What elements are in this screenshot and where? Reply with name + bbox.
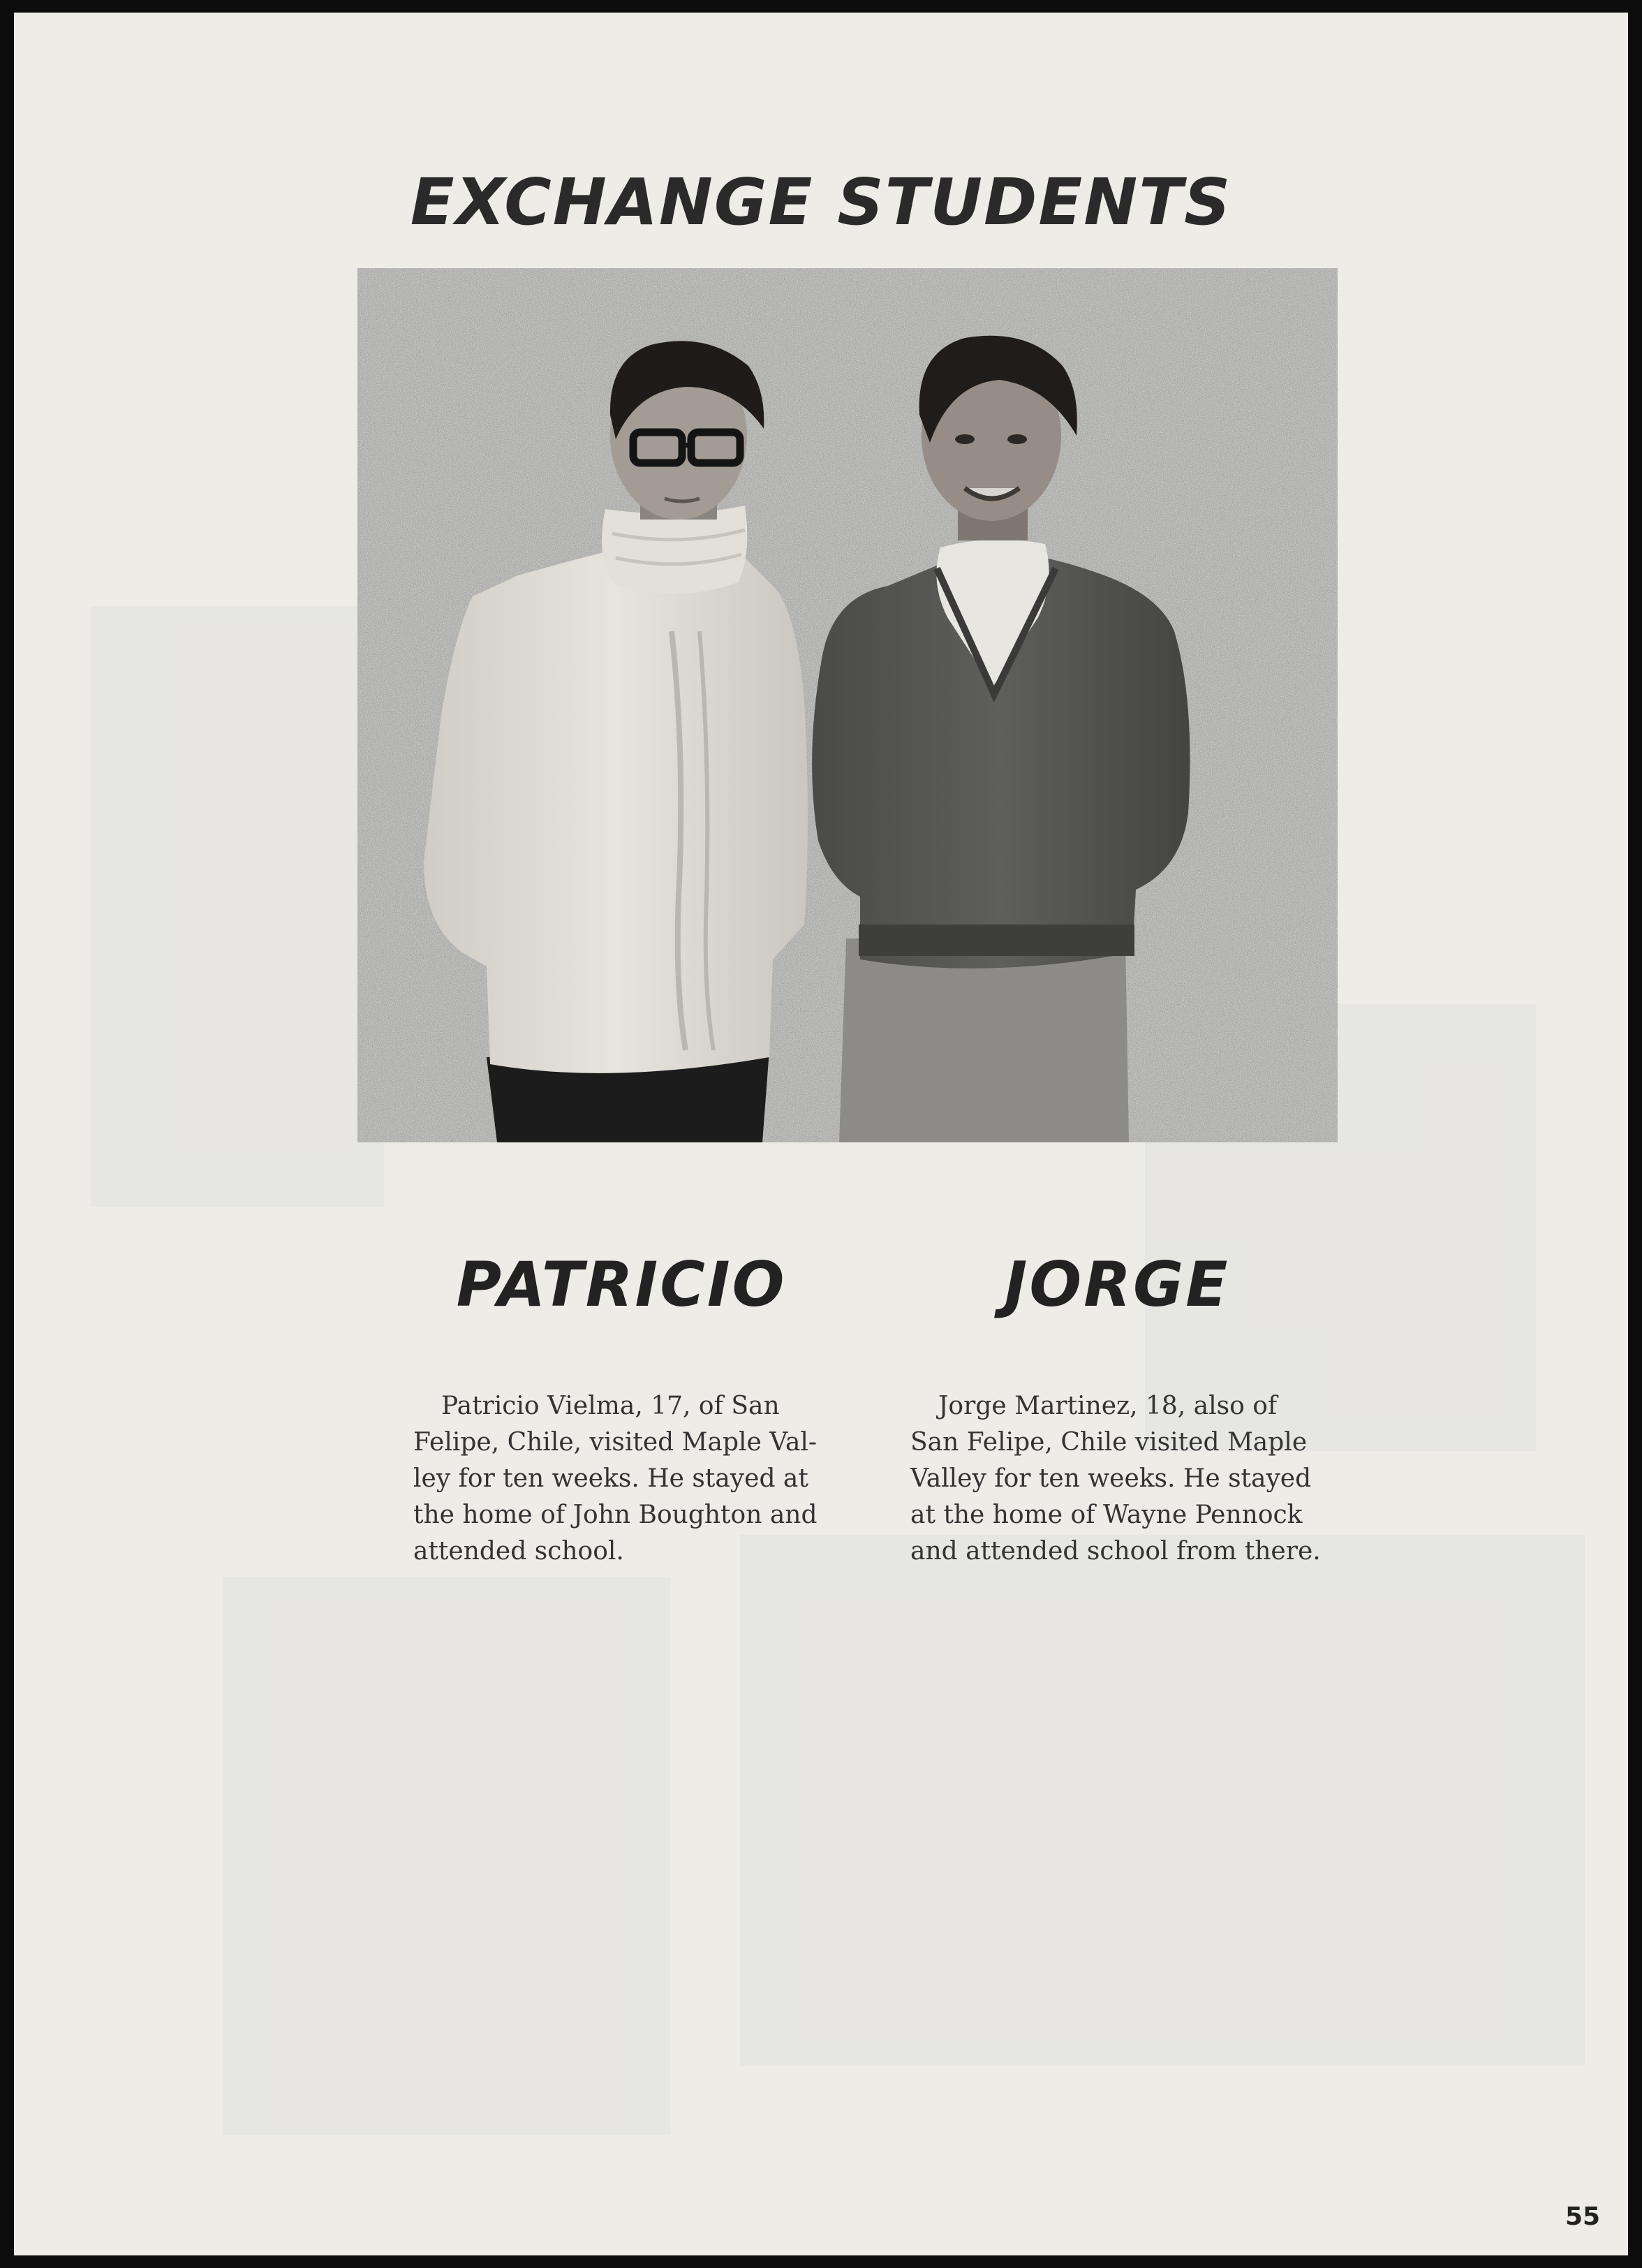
page-number: 55 (1565, 2202, 1601, 2231)
caption-line: San Felipe, Chile visited Maple (910, 1428, 1308, 1457)
caption-line: Felipe, Chile, visited Maple Val- (413, 1428, 818, 1457)
caption-line: ley for ten weeks. He stayed at (413, 1464, 808, 1493)
show-through-block (91, 606, 384, 1207)
caption-patricio (413, 1388, 832, 1570)
caption-line: attended school. (413, 1537, 624, 1566)
caption-jorge (910, 1388, 1343, 1570)
show-through-block (740, 1535, 1585, 2066)
student-name-jorge: JORGE (1004, 1249, 1230, 1320)
show-through-block (223, 1577, 670, 2135)
page-title: EXCHANGE STUDENTS (410, 165, 1232, 240)
caption-line: and attended school from there. (910, 1537, 1321, 1566)
caption-line: Valley for ten weeks. He stayed (910, 1464, 1312, 1493)
caption-line: Jorge Martinez, 18, also of (938, 1392, 1278, 1420)
student-photo (357, 268, 1338, 1142)
student-name-patricio: PATRICIO (456, 1249, 787, 1320)
caption-line: the home of John Boughton and (413, 1501, 818, 1529)
caption-line: at the home of Wayne Pennock (910, 1501, 1303, 1529)
yearbook-page (14, 13, 1628, 2255)
caption-line: Patricio Vielma, 17, of San (441, 1392, 780, 1420)
